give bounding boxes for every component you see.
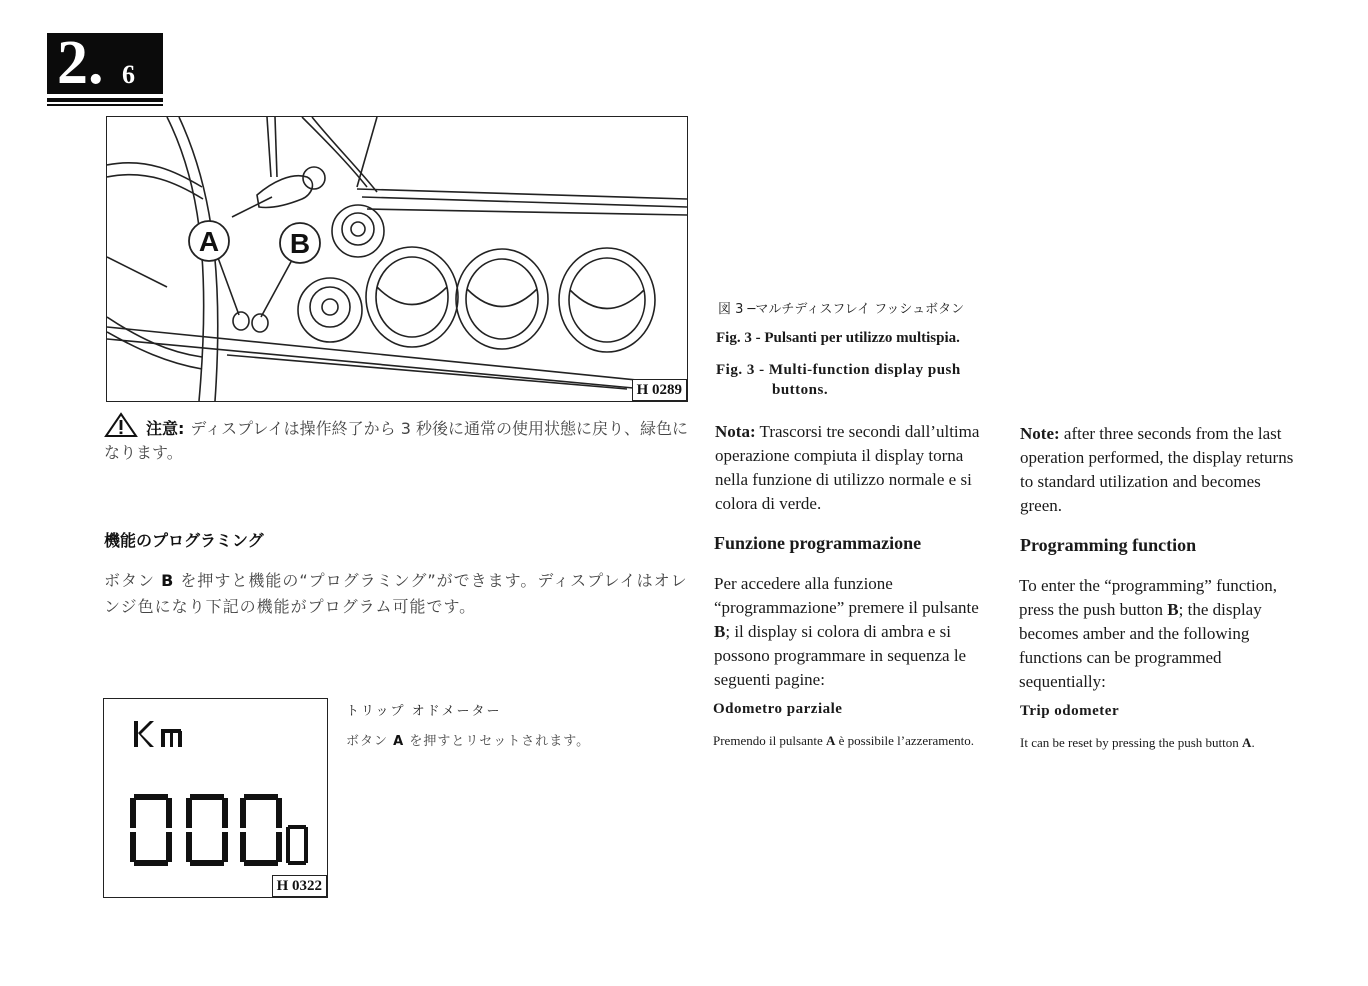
jp-programming-body: ボタン B を押すと機能の“プログラミング”ができます。ディスプレイはオレンジ色になり下記の機能がプログラム可能です。 — [104, 571, 688, 616]
dashboard-illustration — [107, 117, 687, 401]
caption-jp: 図 3 ─マルチディスフレイ フッシュボタン — [718, 302, 965, 317]
en-odometer-body: It can be reset by pressing the push button A. — [1020, 735, 1255, 750]
lcd-digits — [130, 794, 308, 866]
en-note: Note: after three seconds from the last operation performed, the display returns to standard utilization and becomes green. — [1020, 424, 1294, 515]
en-programming-heading: Programming function — [1020, 535, 1197, 555]
dashboard-figure — [106, 116, 688, 402]
lcd-display-figure — [103, 698, 328, 898]
jp-trip-body: ボタン A を押すとリセットされます。 — [346, 734, 591, 749]
en-odometer-title: Trip odometer — [1020, 703, 1120, 719]
lcd-readout — [104, 699, 327, 897]
it-programming-body: Per accedere alla funzione “programmazione” premere il pulsante B; il display si colora di ambra e si possono programmare in sequenza le seguenti pagine: — [714, 574, 979, 689]
it-odometer-title: Odometro parziale — [713, 701, 843, 717]
figure-code: H 0322 — [272, 875, 327, 897]
section-subnumber: 6 — [122, 60, 136, 89]
caution-note — [104, 412, 694, 465]
jp-programming-heading: 機能のプログラミング — [104, 531, 264, 550]
caption-it: Fig. 3 - Pulsanti per utilizzo multispia. — [716, 330, 960, 346]
badge-underline — [47, 98, 163, 102]
en-programming-body: To enter the “programming” function, press the push button B; the display becomes amber and the following functions can be programmed sequentially: — [1019, 576, 1277, 691]
it-odometer-body: Premendo il pulsante A è possibile l’azzeramento. — [713, 733, 975, 748]
warning-triangle-icon — [104, 412, 138, 438]
caution-text: ディスプレイは操作終了から 3 秒後に通常の使用状態に戻り、緑色になります。 — [104, 419, 689, 462]
caution-label: 注意: — [146, 419, 185, 438]
callout-a-label: A — [198, 226, 220, 257]
caption-en: Fig. 3 - Multi-function display push buttons. — [716, 362, 961, 398]
section-badge — [47, 29, 163, 97]
jp-trip-title: トリップ オドメーター — [346, 704, 502, 719]
it-programming-heading: Funzione programmazione — [714, 533, 922, 553]
badge-underline-thin — [47, 104, 163, 106]
lcd-unit-km — [134, 721, 182, 747]
callout-b-label: B — [289, 228, 311, 259]
it-note: Nota: Trascorsi tre secondi dall’ultima operazione compiuta il display torna nella funzione di utilizzo normale e si colora di verde. — [715, 422, 980, 513]
figure-code: H 0289 — [632, 379, 687, 401]
section-number: 2. — [57, 29, 104, 97]
